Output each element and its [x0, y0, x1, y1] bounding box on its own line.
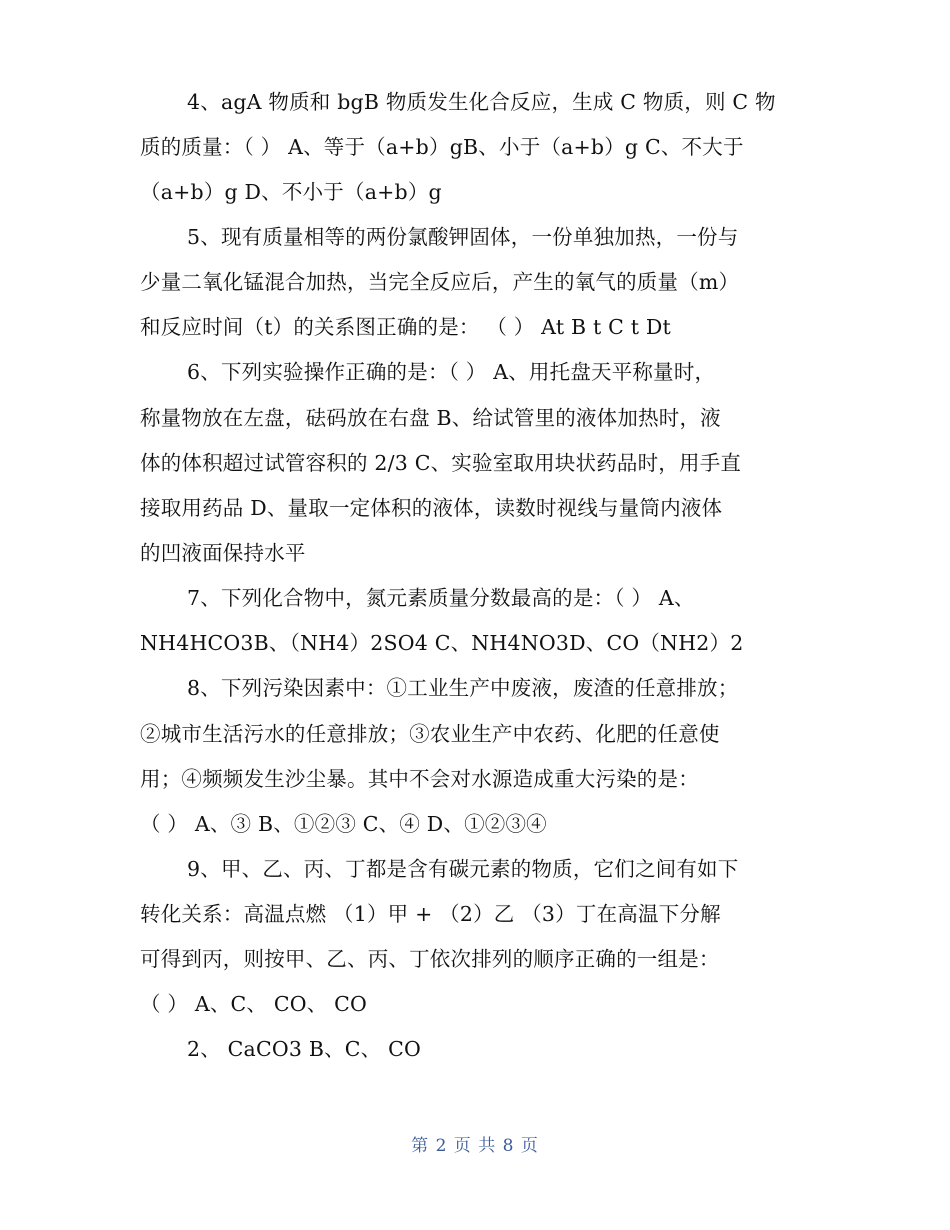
text-line: （ ） A、C、 CO、 CO [140, 992, 368, 1016]
text-line: （ ） A、③ B、①②③ C、④ D、①②③④ [140, 812, 547, 836]
text-line: 用；④频频发生沙尘暴。其中不会对水源造成重大污染的是： [140, 767, 699, 791]
page-number-footer: 第 2 页 共 8 页 [411, 1136, 539, 1156]
text-line: 可得到丙，则按甲、乙、丙、丁依次排列的顺序正确的一组是： [140, 947, 720, 971]
text-line: 8、下列污染因素中：①工业生产中废液，废渣的任意排放； [187, 676, 739, 700]
text-line: 的凹液面保持水平 [140, 541, 306, 565]
text-line: （a+b）g D、不小于（a+b）g [140, 180, 442, 204]
text-line: 少量二氧化锰混合加热，当完全反应后，产生的氧气的质量（m） [140, 270, 740, 294]
text-line: 9、甲、乙、丙、丁都是含有碳元素的物质，它们之间有如下 [187, 857, 739, 881]
text-line: 称量物放在左盘，砝码放在右盘 B、给试管里的液体加热时，液 [140, 406, 721, 430]
text-line: 接取用药品 D、量取一定体积的液体，读数时视线与量筒内液体 [140, 496, 723, 520]
text-line: 4、agA 物质和 bgB 物质发生化合反应，生成 C 物质，则 C 物 [187, 90, 776, 114]
text-line: 7、下列化合物中，氮元素质量分数最高的是：（ ） A、 [187, 586, 695, 610]
text-line: 转化关系：高温点燃 （1）甲 + （2）乙 （3）丁在高温下分解 [140, 902, 721, 926]
text-line: 体的体积超过试管容积的 2/3 C、实验室取用块状药品时，用手直 [140, 451, 742, 475]
text-line: 2、 CaCO3 B、C、 CO [187, 1037, 421, 1061]
text-line: ②城市生活污水的任意排放；③农业生产中农药、化肥的任意使 [140, 722, 720, 746]
text-line: NH4HCO3B、（NH4）2SO4 C、NH4NO3D、CO（NH2）2 [140, 631, 744, 655]
text-line: 5、现有质量相等的两份氯酸钾固体，一份单独加热，一份与 [187, 225, 739, 249]
text-line: 6、下列实验操作正确的是：（ ） A、用托盘天平称量时， [187, 360, 716, 384]
text-line: 和反应时间（t）的关系图正确的是： （ ） At B t C t Dt [140, 315, 671, 339]
text-line: 质的质量：（ ） A、等于（a+b）gB、小于（a+b）g C、不大于 [140, 135, 744, 159]
